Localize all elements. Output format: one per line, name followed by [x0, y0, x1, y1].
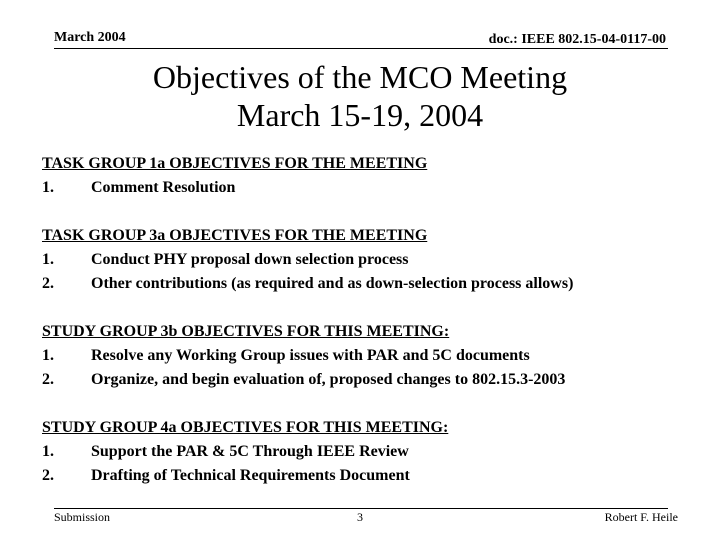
item-text: Conduct PHY proposal down selection process [91, 251, 409, 268]
section-heading: STUDY GROUP 4a OBJECTIVES FOR THIS MEETING: [42, 419, 449, 436]
list-item [42, 368, 682, 392]
list-item [42, 272, 682, 296]
list-item [42, 440, 682, 464]
section-heading: TASK GROUP 1a OBJECTIVES FOR THE MEETING [42, 155, 428, 172]
item-number: 2. [42, 467, 54, 484]
item-text: Organize, and begin evaluation of, proposed changes to 802.15.3-2003 [91, 371, 566, 388]
item-text: Other contributions (as required and as down-selection process allows) [91, 275, 574, 292]
item-text: Support the PAR & 5C Through IEEE Review [91, 443, 409, 460]
list-item [42, 248, 682, 272]
title-line-2: March 15-19, 2004 [236, 97, 484, 133]
section-tg1a [42, 152, 682, 200]
item-number: 1. [42, 179, 54, 196]
slide-body [42, 152, 682, 512]
item-number: 2. [42, 275, 54, 292]
header-divider [54, 48, 668, 49]
title-line-1: Objectives of the MCO Meeting [152, 59, 568, 95]
item-number: 2. [42, 371, 54, 388]
slide-title [0, 58, 720, 134]
item-text: Drafting of Technical Requirements Document [91, 467, 410, 484]
section-sg4a [42, 416, 682, 488]
item-number: 1. [42, 443, 54, 460]
section-heading: TASK GROUP 3a OBJECTIVES FOR THE MEETING [42, 227, 428, 244]
section-heading: STUDY GROUP 3b OBJECTIVES FOR THIS MEETING: [42, 323, 450, 340]
list-item [42, 176, 682, 200]
item-text: Resolve any Working Group issues with PAR and 5C documents [91, 347, 530, 364]
list-item [42, 344, 682, 368]
item-number: 1. [42, 347, 54, 364]
page-number: 3 [357, 510, 363, 524]
section-sg3b [42, 320, 682, 392]
footer-submission: Submission [54, 510, 111, 524]
footer-author: Robert F. Heile [604, 510, 678, 524]
list-item [42, 464, 682, 488]
item-number: 1. [42, 251, 54, 268]
header-date: March 2004 [54, 30, 126, 45]
footer-divider [54, 508, 668, 509]
section-tg3a [42, 224, 682, 296]
item-text: Comment Resolution [91, 179, 236, 196]
header-doc-id: doc.: IEEE 802.15-04-0117-00 [488, 32, 666, 47]
